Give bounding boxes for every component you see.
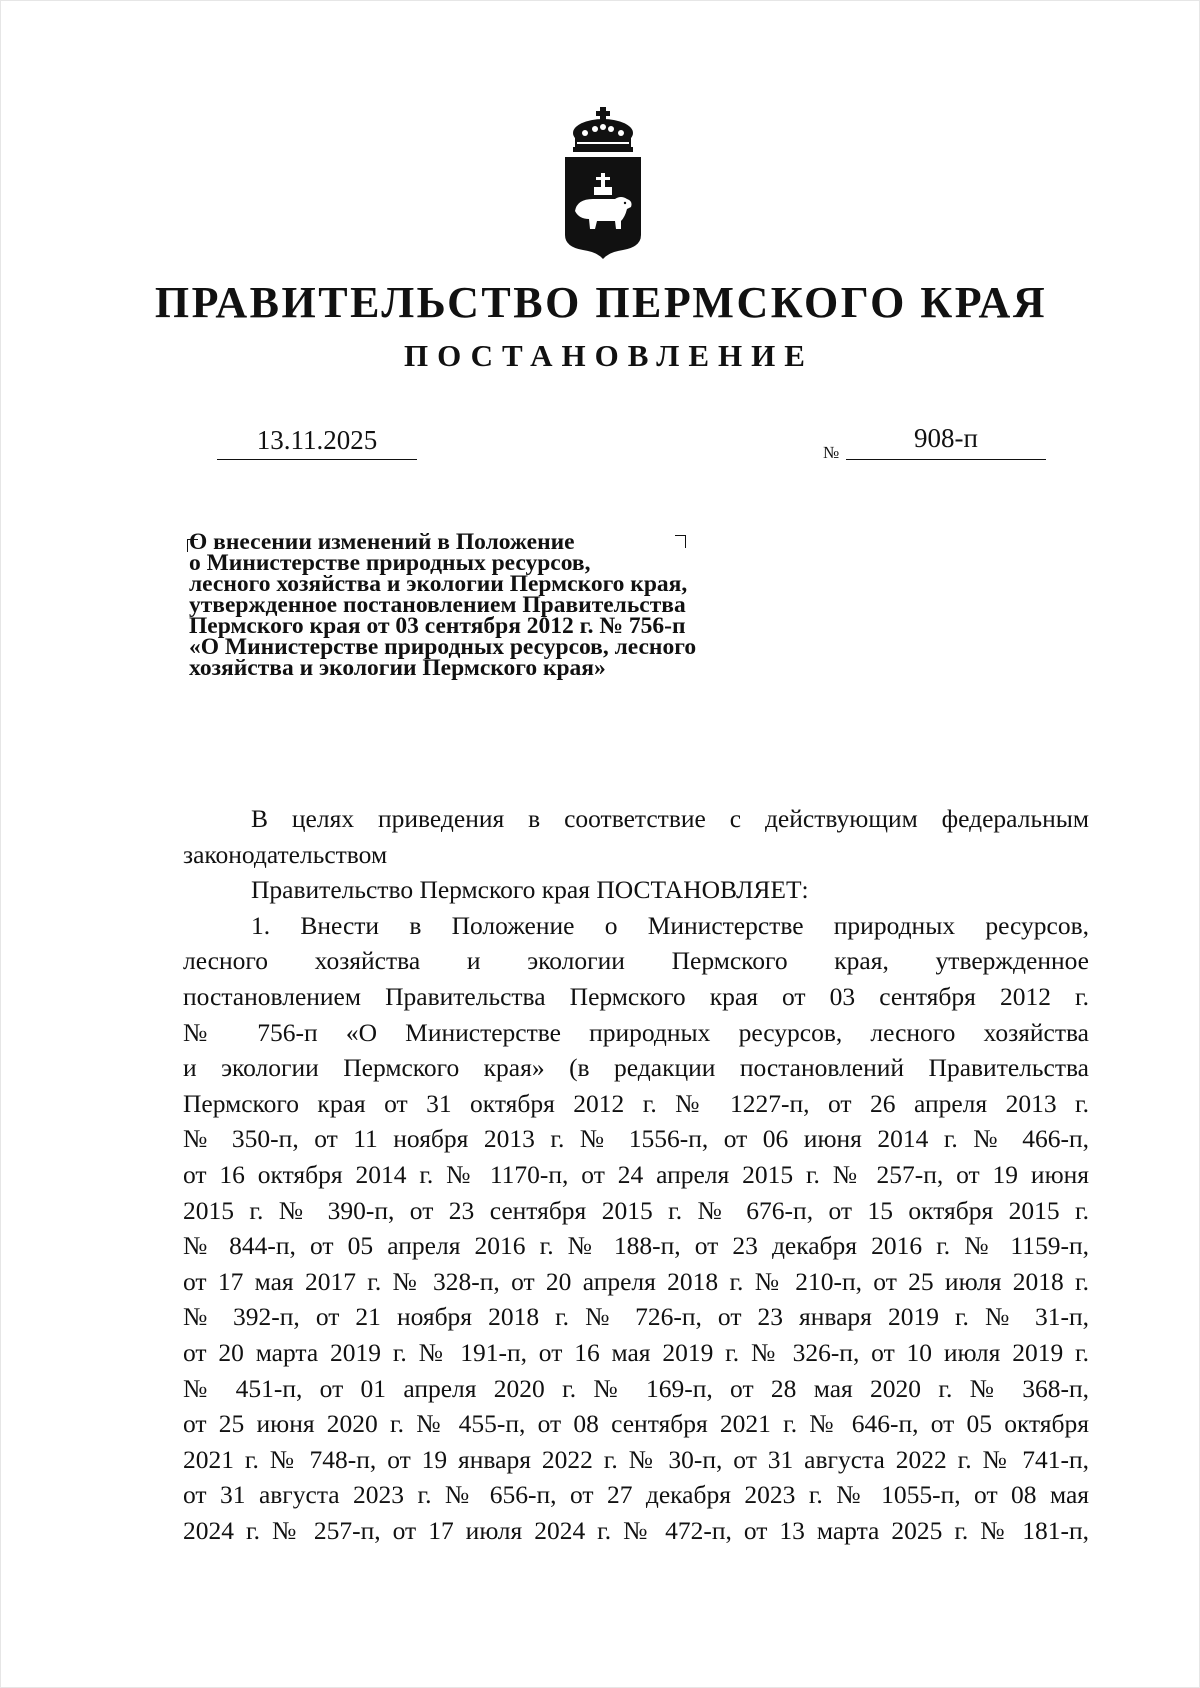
item-line: № 392-п, от 21 ноября 2018 г. № 726-п, от 23 января 2019 г. № 31-п, <box>183 1302 1089 1332</box>
subject-line: Пермского края от 03 сентября 2012 г. № 756-п <box>189 613 686 639</box>
item-line: Пермского края от 31 октября 2012 г. № 1227-п, от 26 апреля 2013 г. <box>183 1088 1089 1118</box>
subject-line: утвержденное постановлением Правительства <box>189 592 686 618</box>
document-date: 13.11.2025 <box>217 425 417 460</box>
document-body <box>183 801 1089 1548</box>
item-line: от 31 августа 2023 г. № 656-п, от 27 декабря 2023 г. № 1055-п, от 08 мая <box>183 1480 1089 1510</box>
preamble-line: законодательством <box>183 839 388 869</box>
item-line: постановлением Правительства Пермского края от 03 сентября 2012 г. <box>183 981 1089 1011</box>
number-sign: № <box>823 443 840 462</box>
item-line: от 20 марта 2019 г. № 191-п, от 16 мая 2019 г. № 326-п, от 10 июля 2019 г. <box>183 1337 1089 1367</box>
preamble-line: В целях приведения в соответствие с действующим федеральным <box>251 804 1089 833</box>
preamble <box>183 801 1089 872</box>
document-type: ПОСТАНОВЛЕНИЕ <box>404 338 814 373</box>
item-line: № 756-п «О Министерстве природных ресурсов, лесного хозяйства <box>183 1017 1089 1047</box>
document-number: 908-п <box>846 423 1046 460</box>
item-line: 1. Внести в Положение о Министерстве природных ресурсов, <box>251 910 1089 940</box>
item-line: 2024 г. № 257-п, от 17 июля 2024 г. № 472-п, от 13 марта 2025 г. № 181-п, <box>183 1515 1089 1545</box>
resolution-statement: Правительство Пермского края ПОСТАНОВЛЯЕТ: <box>251 875 809 905</box>
item-line: лесного хозяйства и экологии Пермского края, утвержденное <box>183 946 1089 976</box>
item-line: и экологии Пермского края» (в редакции постановлений Правительства <box>183 1053 1089 1083</box>
item-line: от 17 мая 2017 г. № 328-п, от 20 апреля 2018 г. № 210-п, от 25 июля 2018 г. <box>183 1266 1089 1296</box>
item-line: № 844-п, от 05 апреля 2016 г. № 188-п, от 23 декабря 2016 г. № 1159-п, <box>183 1231 1089 1261</box>
item-line: от 16 октября 2014 г. № 1170-п, от 24 апреля 2015 г. № 257-п, от 19 июня <box>183 1159 1089 1189</box>
subject-line: лесного хозяйства и экологии Пермского края, <box>189 571 688 597</box>
item-line: 2021 г. № 748-п, от 19 января 2022 г. № 30-п, от 31 августа 2022 г. № 741-п, <box>183 1444 1089 1474</box>
item-line: № 451-п, от 01 апреля 2020 г. № 169-п, от 28 мая 2020 г. № 368-п, <box>183 1373 1089 1403</box>
document-subject <box>189 529 829 681</box>
item-line: № 350-п, от 11 ноября 2013 г. № 1556-п, от 06 июня 2014 г. № 466-п, <box>183 1124 1089 1154</box>
organization-title: ПРАВИТЕЛЬСТВО ПЕРМСКОГО КРАЯ <box>154 278 1048 327</box>
item-line: от 25 июня 2020 г. № 455-п, от 08 сентября 2021 г. № 646-п, от 05 октября <box>183 1409 1089 1439</box>
subject-line: о Министерстве природных ресурсов, <box>189 550 591 576</box>
coat-of-arms-icon <box>563 107 643 259</box>
subject-line: О внесении изменений в Положение <box>189 529 575 555</box>
item-line: 2015 г. № 390-п, от 23 сентября 2015 г. № 676-п, от 15 октября 2015 г. <box>183 1195 1089 1225</box>
item-1 <box>183 908 1089 1549</box>
subject-line: хозяйства и экологии Пермского края» <box>189 655 606 681</box>
subject-line: «О Министерстве природных ресурсов, лесного <box>189 634 697 660</box>
